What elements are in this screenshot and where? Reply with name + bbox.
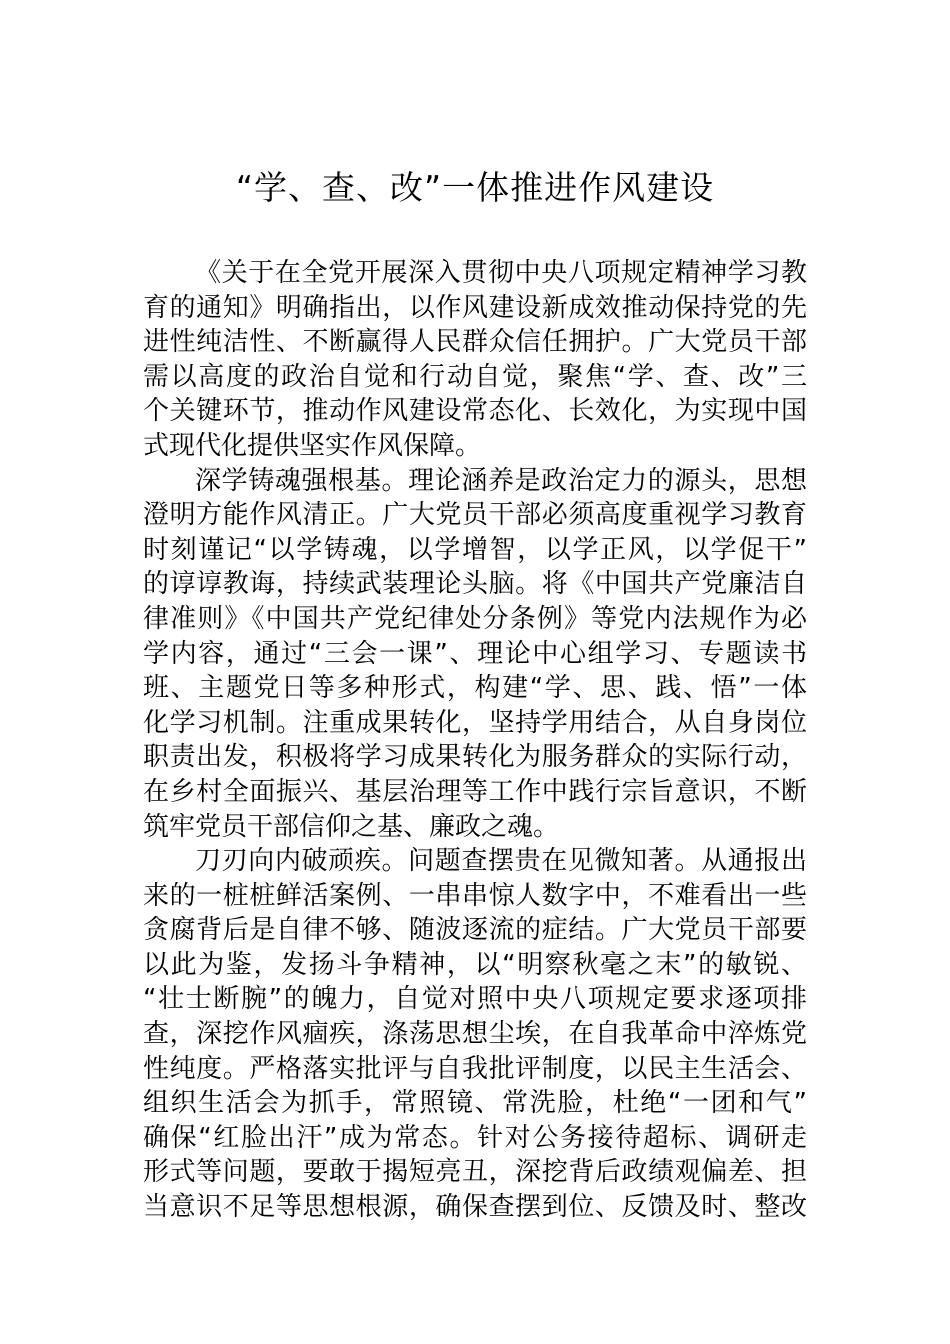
text-line: 性纯度。严格落实批评与自我批评制度，以民主生活会、 (143, 1053, 807, 1084)
text-line: 时刻谨记“以学铸魂，以学增智，以学正风，以学促干” (143, 534, 807, 565)
text-line: 进性纯洁性、不断赢得人民群众信任拥护。广大党员干部 (143, 327, 807, 358)
text-line: 学内容，通过“三会一课”、理论中心组学习、专题读书 (143, 638, 807, 669)
text-line: 来的一桩桩鲜活案例、一串串惊人数字中，不难看出一些 (143, 880, 807, 911)
text-line: 刀刃向内破顽疾。问题查摆贵在见微知著。从通报出 (195, 846, 807, 877)
text-line: 《关于在全党开展深入贯彻中央八项规定精神学习教 (195, 258, 807, 288)
text-line: 的谆谆教诲，持续武装理论头脑。将《中国共产党廉洁自 (143, 569, 807, 600)
text-line: 组织生活会为抓手，常照镜、常洗脸，杜绝“一团和气” (143, 1088, 807, 1119)
text-line: 贪腐背后是自律不够、随波逐流的症结。广大党员干部要 (143, 915, 807, 946)
text-line: 查，深挖作风痼疾，涤荡思想尘埃，在自我革命中淬炼党 (143, 1019, 807, 1050)
paragraph-3 (143, 844, 807, 1225)
text-line: 深学铸魂强根基。理论涵养是政治定力的源头，思想 (195, 465, 807, 496)
text-line: “壮士断腕”的魄力，自觉对照中央八项规定要求逐项排 (143, 984, 807, 1015)
text-line: 以此为鉴，发扬斗争精神，以“明察秋毫之末”的敏锐、 (143, 949, 807, 980)
text-line: 筑牢党员干部信仰之基、廉政之魂。 (143, 811, 560, 842)
document-title: “学、查、改”一体推进作风建设 (235, 168, 715, 207)
text-line: 确保“红脸出汗”成为常态。针对公务接待超标、调研走 (143, 1122, 807, 1153)
text-line: 律准则》《中国共产党纪律处分条例》等党内法规作为必 (143, 603, 807, 634)
document-body (143, 256, 807, 1225)
text-line: 式现代化提供坚实作风保障。 (143, 430, 482, 461)
paragraph-2 (143, 464, 807, 845)
text-line: 育的通知》明确指出，以作风建设新成效推动保持党的先 (143, 292, 807, 323)
paragraph-1 (143, 256, 807, 464)
text-line: 在乡村全面振兴、基层治理等工作中践行宗旨意识，不断 (143, 776, 807, 807)
text-line: 班、主题党日等多种形式，构建“学、思、践、悟”一体 (143, 673, 807, 704)
text-line: 化学习机制。注重成果转化，坚持学用结合，从自身岗位 (143, 707, 807, 738)
text-line: 职责出发，积极将学习成果转化为服务群众的实际行动， (143, 742, 807, 773)
text-line: 个关键环节，推动作风建设常态化、长效化，为实现中国 (143, 396, 807, 427)
text-line: 当意识不足等思想根源，确保查摆到位、反馈及时、整改 (143, 1192, 807, 1223)
text-line: 形式等问题，要敢于揭短亮丑，深挖背后政绩观偏差、担 (143, 1157, 807, 1188)
text-line: 需以高度的政治自觉和行动自觉，聚焦“学、查、改”三 (143, 361, 807, 392)
text-line: 澄明方能作风清正。广大党员干部必须高度重视学习教育 (143, 500, 807, 531)
